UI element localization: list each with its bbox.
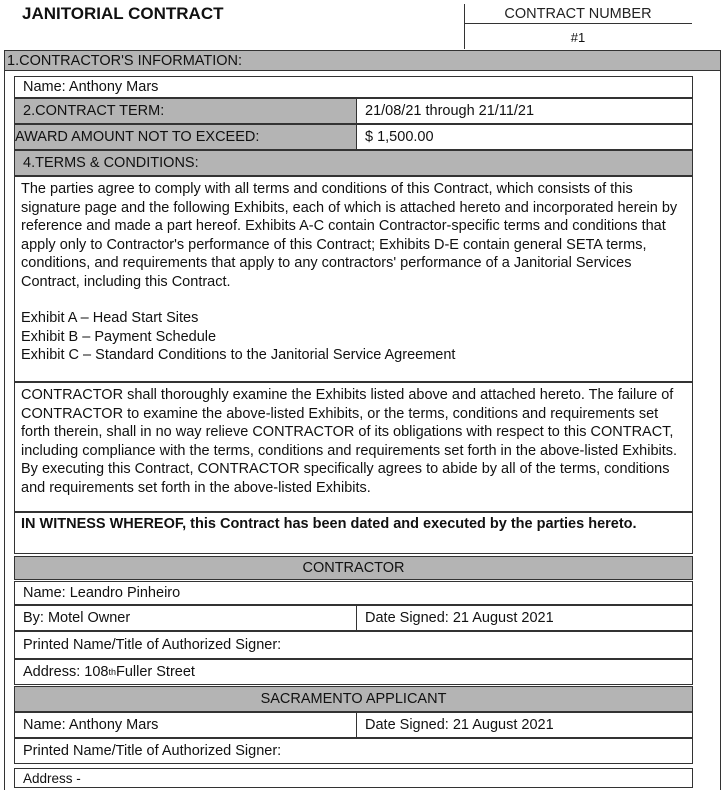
address-prefix: Address: 108 (23, 664, 109, 680)
applicant-name: Name: Anthony Mars (14, 712, 357, 738)
contract-term-label: 2.CONTRACT TERM: (14, 98, 357, 124)
exhibit-b: Exhibit B – Payment Schedule (21, 328, 217, 345)
contractor-info-name: Name: Anthony Mars (14, 76, 693, 98)
exhibit-a: Exhibit A – Head Start Sites (21, 310, 199, 326)
terms-box-2 (14, 382, 693, 512)
applicant-heading: SACRAMENTO APPLICANT (14, 686, 693, 712)
contractor-printed-name: Printed Name/Title of Authorized Signer: (14, 631, 693, 659)
contractor-heading: CONTRACTOR (14, 556, 693, 580)
applicant-address: Address - (14, 768, 693, 788)
address-suffix: Fuller Street (115, 664, 195, 680)
award-amount-value: $ 1,500.00 (356, 124, 693, 150)
terms-paragraph-1: The parties agree to comply with all terms and conditions of this Contract, which consists of this signature page and the following Exhibits, each of which is attached hereto and incorporated herein by reference and made a part hereof. Exhibits A-C contain Contractor-specific terms and conditions that apply only to Contractor's performance of this Contract; Exhibits D-E contain general SETA terms, conditions, and requirements that apply to any contractors' performance of a Janitorial Services Contract, including this Contract. (21, 181, 678, 290)
witness-statement: IN WITNESS WHEREOF, this Contract has been dated and executed by the parties hereto. (14, 512, 693, 554)
exhibit-c: Exhibit C – Standard Conditions to the Janitorial Service Agreement (21, 347, 456, 363)
section1-heading: 1.CONTRACTOR'S INFORMATION: (4, 50, 721, 71)
applicant-printed-name: Printed Name/Title of Authorized Signer: (14, 738, 693, 764)
terms-box-1 (14, 176, 693, 382)
contractor-date-signed: Date Signed: 21 August 2021 (356, 605, 693, 631)
contractor-by: By: Motel Owner (14, 605, 357, 631)
terms-paragraph-2: CONTRACTOR shall thoroughly examine the Exhibits listed above and attached hereto. The failure of CONTRACTOR to examine the above-listed Exhibits, or the terms, conditions and requirements set forth therein, shall in no way relieve CONTRACTOR of its obligations with respect to this CONTRACT, including compliance with the terms, conditions and requirements set forth in the above-listed Exhibits. By executing this Contract, CONTRACTOR specifically agrees to abide by all of the terms, conditions and requirements set forth in the above-listed Exhibits. (21, 387, 678, 496)
contract-term-value: 21/08/21 through 21/11/21 (356, 98, 693, 124)
contractor-name: Name: Leandro Pinheiro (14, 581, 693, 605)
contract-number-value: #1 (570, 29, 586, 45)
contractor-address: Address: 108 th Fuller Street (14, 659, 693, 685)
contract-title: JANITORIAL CONTRACT (22, 4, 224, 23)
award-amount-label: AWARD AMOUNT NOT TO EXCEED: (14, 124, 357, 150)
terms-heading: 4.TERMS & CONDITIONS: (14, 150, 693, 176)
contract-number-label: CONTRACT NUMBER (464, 4, 692, 24)
applicant-date-signed: Date Signed: 21 August 2021 (356, 712, 693, 738)
